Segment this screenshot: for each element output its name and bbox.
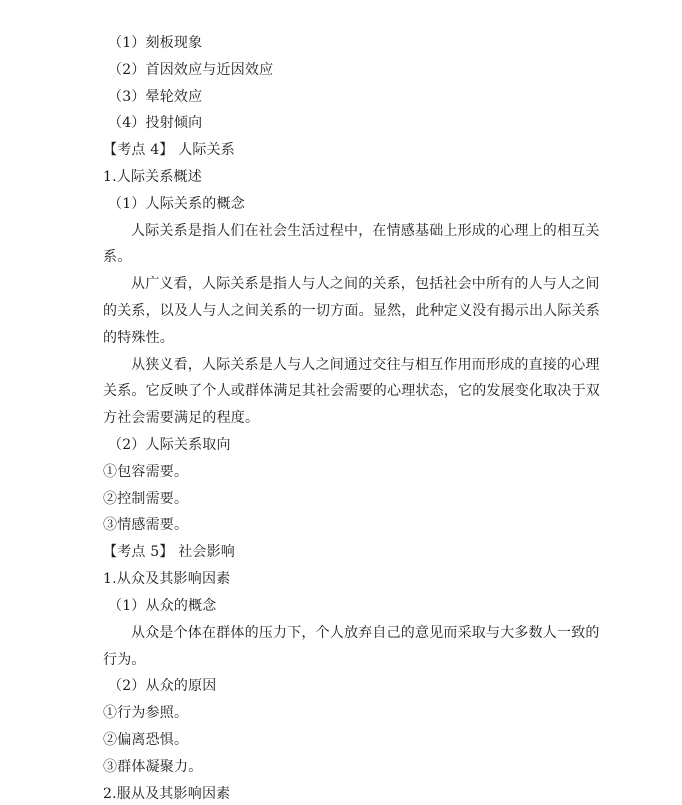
list-item: （1）从众的概念 <box>108 598 217 614</box>
paragraph-line: 关系。它反映了个人或群体满足其社会需要的心理状态，它的发展变化取决于双 <box>103 383 600 399</box>
list-item: ①行为参照。 <box>103 705 189 721</box>
paragraph-line: 系。 <box>103 249 132 265</box>
section-heading: 【考点 4】 人际关系 <box>103 142 236 158</box>
paragraph-line: 从狭义看，人际关系是人与人之间通过交往与相互作用而形成的直接的心理 <box>131 357 600 373</box>
list-item: ①包容需要。 <box>103 464 189 480</box>
list-item: （2）首因效应与近因效应 <box>108 62 274 78</box>
paragraph-line: 人际关系是指人们在社会生活过程中，在情感基础上形成的心理上的相互关 <box>131 223 600 239</box>
list-item: ③群体凝聚力。 <box>103 759 203 775</box>
list-item: （1）人际关系的概念 <box>108 196 245 212</box>
subsection-heading: 2.服从及其影响因素 <box>103 786 231 802</box>
paragraph-line: 从众是个体在群体的压力下，个人放弃自己的意见而采取与大多数人一致的 <box>131 625 600 641</box>
paragraph-line: 的特殊性。 <box>103 330 174 346</box>
paragraph-line: 行为。 <box>103 652 146 668</box>
list-item: （2）人际关系取向 <box>108 437 231 453</box>
list-item: （1）刻板现象 <box>108 35 203 51</box>
section-heading: 【考点 5】 社会影响 <box>103 544 236 560</box>
subsection-heading: 1.人际关系概述 <box>103 169 202 185</box>
paragraph-line: 方社会需要满足的程度。 <box>103 410 260 426</box>
list-item: （3）晕轮效应 <box>108 89 203 105</box>
list-item: ②偏离恐惧。 <box>103 732 189 748</box>
list-item: （2）从众的原因 <box>108 678 217 694</box>
subsection-heading: 1.从众及其影响因素 <box>103 571 231 587</box>
list-item: ③情感需要。 <box>103 517 189 533</box>
paragraph-line: 从广义看，人际关系是指人与人之间的关系，包括社会中所有的人与人之间 <box>131 276 600 292</box>
paragraph-line: 的关系，以及人与人之间关系的一切方面。显然，此种定义没有揭示出人际关系 <box>103 303 600 319</box>
list-item: ②控制需要。 <box>103 491 189 507</box>
list-item: （4）投射倾向 <box>108 115 203 131</box>
